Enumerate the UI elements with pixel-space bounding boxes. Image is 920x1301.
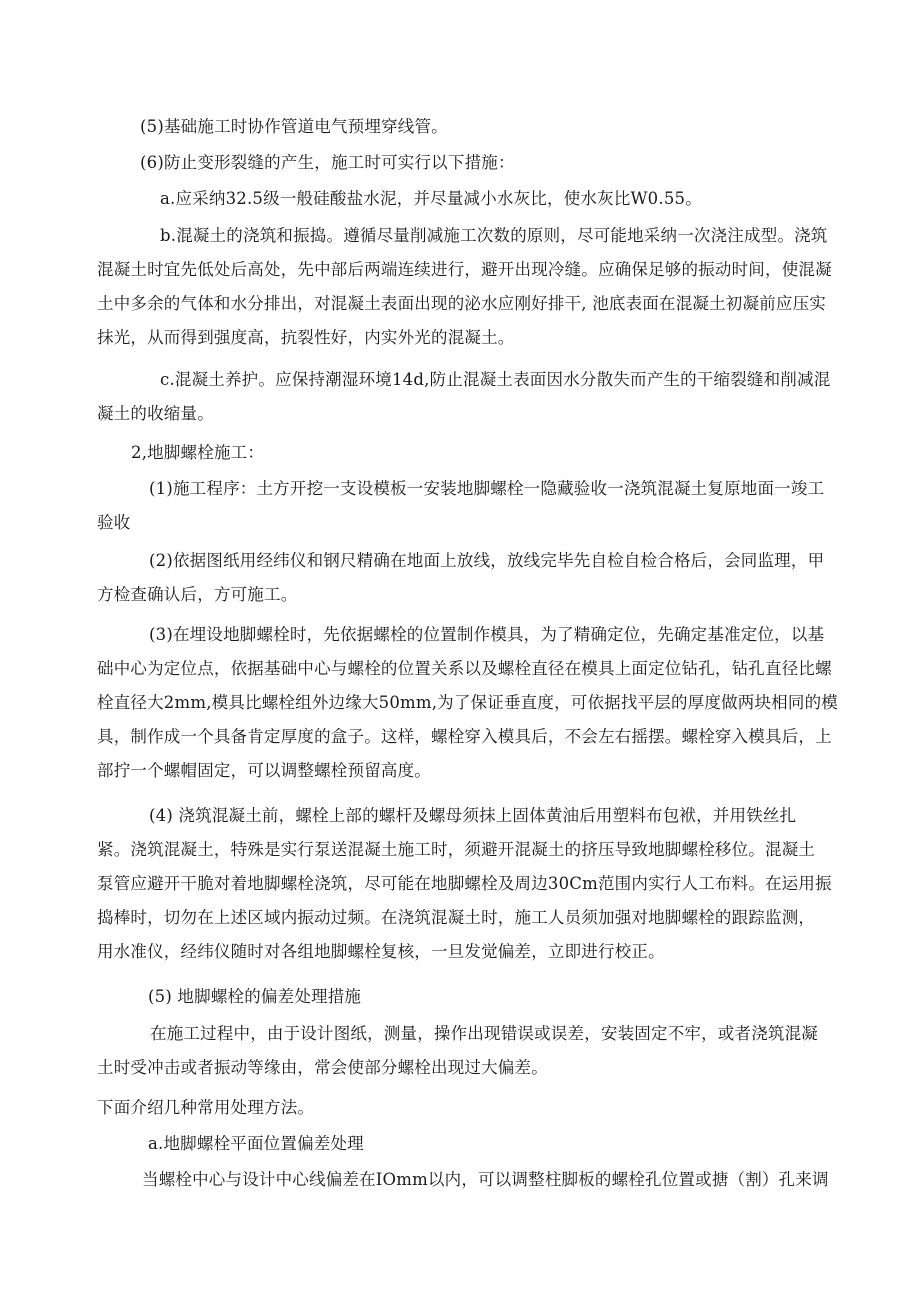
text-line: a.应采纳32.5级一般硅酸盐水泥，并尽量减小水灰比，使水灰比W0.55。 (160, 189, 702, 208)
text-line: (5) 地脚螺栓的偏差处理措施 (148, 987, 362, 1006)
paragraph-pouring-protection (97, 799, 832, 969)
paragraph-concrete-curing (97, 363, 830, 431)
paragraph-deviation-heading (148, 980, 361, 1014)
text-line: (4) 浇筑混凝土前，螺栓上部的螺杆及螺母须抹上固体黄油后用塑料布包袱，并用铁丝扎 (149, 806, 797, 825)
paragraph-cement-ratio (160, 182, 702, 216)
paragraph-methods-intro (97, 1091, 314, 1125)
text-line: (1)施工程序：土方开挖一支设模板一安装地脚螺栓一隐藏验收一浇筑混凝土复原地面一竣工 (149, 479, 825, 498)
paragraph-deviation-causes (97, 1017, 818, 1085)
text-line: (3)在埋设地脚螺栓时，先依据螺栓的位置制作模具，为了精确定位，先确定基准定位，以基 (149, 625, 825, 644)
text-line: 紧。浇筑混凝土，特殊是实行泵送混凝土施工时，须避开混凝土的挤压导致地脚螺栓移位。混凝土 (97, 840, 816, 859)
paragraph-plane-deviation-heading (148, 1127, 364, 1161)
text-line: 土中多余的气体和水分排出，对混凝土表面出现的泌水应刚好排干, 池底表面在混凝土初凝前应压实 (97, 294, 826, 313)
text-line: (5)基础施工时协作管道电气预埋穿线管。 (140, 117, 448, 136)
paragraph-crack-prevention (140, 146, 515, 180)
text-line: 2,地脚螺栓施工： (131, 443, 265, 462)
text-line: b.混凝土的浇筑和振捣。遵循尽量削减施工次数的原则，尽可能地采纳一次浇注成型。浇筑 (160, 226, 828, 245)
text-line: 泵管应避开干脆对着地脚螺栓浇筑，尽可能在地脚螺栓及周边30Cm范围内实行人工布料。在运用振 (97, 874, 832, 893)
section-heading-anchor-bolts (131, 436, 264, 470)
text-line: (2)依据图纸用经纬仪和钢尺精确在地面上放线，放线完毕先自检自检合格后，会同监理，甲 (149, 551, 825, 570)
text-line: 当螺栓中心与设计中心线偏差在IOmm以内，可以调整柱脚板的螺栓孔位置或搪（割）孔来调 (142, 1170, 829, 1189)
text-line: c.混凝土养护。应保持潮湿环境14d,防止混凝土表面因水分散失而产生的干缩裂缝和削减混 (160, 370, 831, 389)
text-line: 用水准仪，经纬仪随时对各组地脚螺栓复核，一旦发觉偏差，立即进行校正。 (97, 942, 665, 961)
text-line: 具，制作成一个具备肯定厚度的盒子。这样，螺栓穿入模具后，不会左右摇摆。螺栓穿入模具后，上 (97, 727, 832, 746)
paragraph-construction-procedure (97, 472, 824, 540)
text-line: 栓直径大2mm,模具比螺栓组外边缘大50mm,为了保证垂直度，可依据找平层的厚度做两块相同的模 (97, 693, 838, 712)
text-line: a.地脚螺栓平面位置偏差处理 (148, 1134, 364, 1153)
text-line: 混凝土时宜先低处后高处，先中部后两端连续进行，避开出现冷缝。应确保足够的振动时间，使混凝 (97, 260, 832, 279)
text-line: 在施工过程中，由于设计图纸，测量，操作出现错误或误差，安装固定不牢，或者浇筑混凝 (150, 1024, 818, 1043)
paragraph-template-making (97, 618, 838, 788)
paragraph-plane-deviation-body (142, 1163, 829, 1197)
text-line: 土时受冲击或者振动等缘由，常会使部分螺栓出现过大偏差。 (97, 1058, 548, 1077)
text-line: 抹光，从而得到强度高，抗裂性好，内实外光的混凝土。 (97, 328, 515, 347)
text-line: 凝土的收缩量。 (97, 404, 214, 423)
text-line: (6)防止变形裂缝的产生，施工时可实行以下措施： (140, 153, 515, 172)
paragraph-pipe-embedding (140, 110, 448, 144)
text-line: 捣棒时，切勿在上述区域内振动过频。在浇筑混凝土时，施工人员须加强对地脚螺栓的跟踪监测， (97, 908, 816, 927)
paragraph-concrete-pouring (97, 219, 832, 355)
text-line: 础中心为定位点，依据基础中心与螺栓的位置关系以及螺栓直径在模具上面定位钻孔，钻孔直径比螺 (97, 659, 832, 678)
text-line: 验收 (97, 513, 131, 532)
text-line: 方检查确认后，方可施工。 (97, 585, 298, 604)
text-line: 下面介绍几种常用处理方法。 (97, 1098, 315, 1117)
text-line: 部拧一个螺帽固定，可以调整螺栓预留高度。 (97, 761, 431, 780)
paragraph-layout-survey (97, 544, 824, 612)
